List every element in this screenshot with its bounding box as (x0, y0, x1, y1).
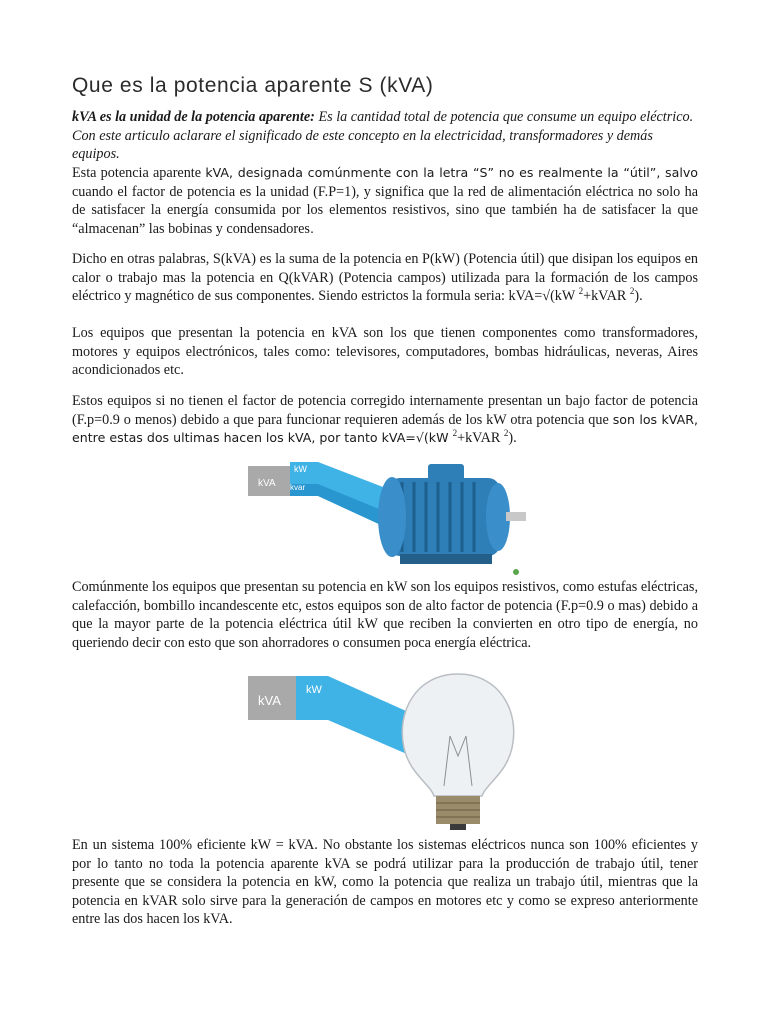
electric-motor (378, 464, 526, 564)
formula-part-c: ). (508, 430, 517, 446)
intro-text: Es la cantidad total de potencia que consume un equipo eléctrico. Con este articulo aclarare el significado de este concepto en la electricidad, transformadores y demás equipos. (72, 109, 694, 162)
bulb-figure (248, 666, 538, 832)
paragraph-1-text-d: . (309, 220, 314, 236)
paragraph-3: Los equipos que presentan la potencia en kVA son los que tienen componentes como transformadores, motores y equipos electrónicos, tales como: televisores, computadores, bombas hidráulicas, neveras, Aires acondicionados etc. (72, 325, 698, 378)
paragraph-4-mono: son los kVAR, entre estas dos ultimas hacen los kVA, por tanto kVA=√(kW (72, 411, 698, 445)
formula-sup-2: 2 (629, 286, 635, 296)
page-title: Que es la potencia aparente S (kVA) (72, 74, 434, 97)
paragraph-1-text-c: cuando el factor de potencia es la unidad (F.P=1), y significa que la red de alimentación eléctrica no solo ha de satisfacer la energía consumida por los elementos resistivos, sino que también ha de satisfacer la que “almacenan” las bobinas y condensadores (72, 183, 698, 237)
formula-part-b: +kVAR (457, 430, 504, 446)
incandescent-bulb (402, 674, 513, 830)
paragraph-1 (72, 164, 698, 238)
watermark-logo (513, 569, 519, 575)
motor-figure (248, 456, 538, 578)
paragraph-2-text: Dicho en otras palabras, S(kVA) es la suma de la potencia en P(kW) (Potencia útil) que disipan los equipos en calor o trabajo mas la potencia en Q(kVAR) (Potencia campos) utilizada para la formación de los campos eléctrico y magnético de sus componentes. Siendo estrictos la formula seria: (72, 251, 698, 304)
paragraph-4 (72, 392, 698, 448)
kvar-label: kvar (290, 483, 306, 492)
intro-bold-lead: kVA es la unidad de la potencia aparente: (72, 109, 315, 125)
formula-sup-1: 2 (452, 428, 458, 438)
formula-part-a: kVA=√(kW (508, 288, 579, 304)
paragraph-1-text-a: Esta potencia aparente (72, 165, 206, 181)
kw-label: kW (306, 684, 322, 696)
paragraph-5: Comúnmente los equipos que presentan su potencia en kW son los equipos resistivos, como estufas eléctricas, calefacción, bombillo incandescente etc, estos equipos son de alto factor de potencia (F.p=0.9 o mas) debido a que la mayor parte de la potencia eléctrica útil kW que reciben la convierten en otro tipo de energía, no queriendo decir con esto que son ahorradores o consumen poca energía eléctrica. (72, 579, 698, 651)
kva-label: kVA (258, 478, 276, 489)
paragraph-1-text-b: kVA, designada comúnmente con la letra “S” no es realmente la “útil”, salvo (205, 165, 698, 180)
paragraph-6: En un sistema 100% eficiente kW = kVA. No obstante los sistemas eléctricos nunca son 100% eficientes y por lo tanto no toda la potencia aparente kVA se podrá utilizar para la producción de trabajo útil, tener presente que se considera la potencia en kW, como la potencia que realiza un trabajo útil, mientras que la potencia en kVAR solo sirve para la generación de campos en motores etc y como se expreso anteriormente entre las dos hacen los kVA. (72, 837, 698, 927)
motor-illustration (248, 456, 538, 578)
kw-label: kW (294, 464, 307, 474)
formula-part-b: +kVAR (583, 288, 630, 304)
paragraph-2 (72, 250, 698, 306)
formula-sup-2: 2 (503, 428, 509, 438)
bulb-illustration (248, 666, 538, 832)
formula-part-c: ). (634, 288, 643, 304)
intro-paragraph (72, 108, 698, 164)
formula-sup-1: 2 (578, 286, 584, 296)
paragraph-4-text: Estos equipos si no tienen el factor de potencia corregido internamente presentan un bajo factor de potencia (F.p=0.9 o menos) debido a que para funcionar requieren además de los kW otra potencia que (72, 393, 698, 428)
kva-label: kVA (258, 693, 281, 708)
